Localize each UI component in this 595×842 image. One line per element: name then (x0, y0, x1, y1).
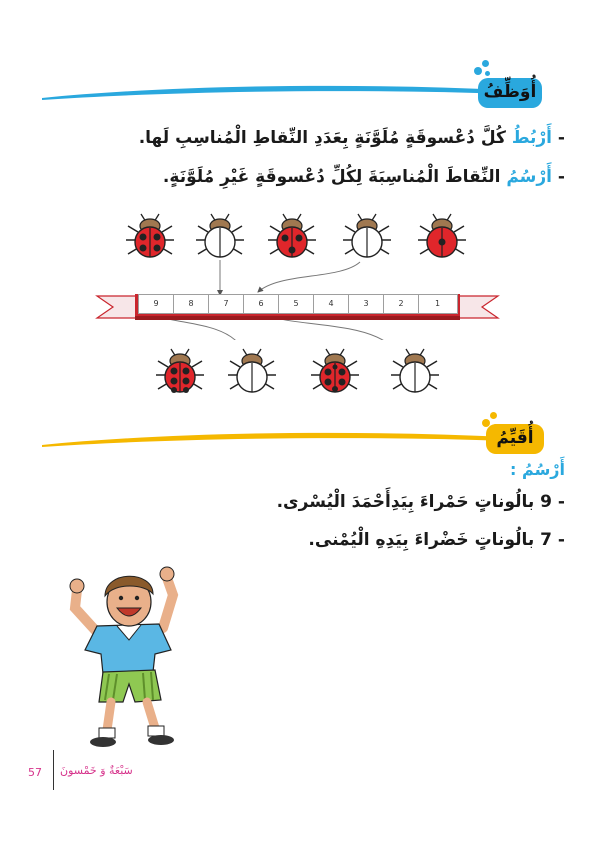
instruction-1-verb: أَرْبُطُ (511, 128, 553, 148)
instruction-line-2: - أَرْسُمُ النِّقاطَ الْمُناسِبَةَ لِكُلِّ دُعْسوقَةٍ غَيْرِ مُلَوَّنَةٍ. (162, 167, 565, 187)
boy-illustration (55, 560, 205, 750)
section1-title: أُوَظِّفُ (478, 78, 542, 108)
number-cell-1: 1 (434, 299, 441, 308)
task-line-1: - 9 بالُوناتٍ حَمْراءَ بِيَدِأَحْمَدَ الْيُسْرى. (276, 492, 565, 512)
task-2-text: 7 بالُوناتٍ خَضْراءَ بِيَدِهِ الْيُمْنى. (308, 530, 553, 550)
number-cell-5: 5 (279, 295, 314, 313)
number-cell-6: 6 (244, 295, 279, 313)
instruction-1-text: كُلَّ دُعْسوقَةٍ مُلَوَّنَةٍ بِعَدَدِ النِّقاطِ الْمُناسِبِ لَها. (138, 128, 506, 148)
number-cell-2: 2 (384, 295, 419, 313)
footer-page-number: 57 (28, 766, 42, 779)
section1-swoosh (40, 78, 510, 108)
number-line (138, 294, 458, 314)
section2-swoosh (40, 425, 510, 455)
footer-divider (53, 750, 54, 790)
instruction-2-verb: أَرْسُمُ (506, 167, 553, 187)
task-1-text: 9 بالُوناتٍ حَمْراءَ بِيَدِأَحْمَدَ الْيُسْرى. (276, 492, 553, 512)
number-cell-9: 9 (139, 295, 174, 313)
instruction-line-1: - أَرْبُطُ كُلَّ دُعْسوقَةٍ مُلَوَّنَةٍ بِعَدَدِ النِّقاطِ الْمُناسِبِ لَها. (138, 128, 565, 148)
section2-subheading: أَرْسُمُ : (510, 460, 565, 479)
number-cell-4: 4 (314, 295, 349, 313)
ladybug-colored-5 (305, 345, 365, 403)
ladybug-blank-4 (385, 345, 445, 403)
section1-bubbles (474, 60, 494, 80)
section2-title: أُقَيِّمُ (486, 424, 544, 454)
task-line-2: - 7 بالُوناتٍ خَضْراءَ بِيَدِهِ الْيُمْنى. (308, 530, 565, 550)
instruction-2-text: النِّقاطَ الْمُناسِبَةَ لِكُلِّ دُعْسوقَةٍ غَيْرِ مُلَوَّنَةٍ. (162, 167, 501, 187)
ladybug-blank-3 (222, 345, 282, 403)
number-cell-8: 8 (174, 295, 209, 313)
number-cell-7: 7 (209, 295, 244, 313)
footer-page-words: سَبْعَةٌ وَ خَمْسونَ (60, 764, 133, 777)
ladybug-colored-4 (150, 345, 210, 403)
number-cell-3: 3 (349, 295, 384, 313)
